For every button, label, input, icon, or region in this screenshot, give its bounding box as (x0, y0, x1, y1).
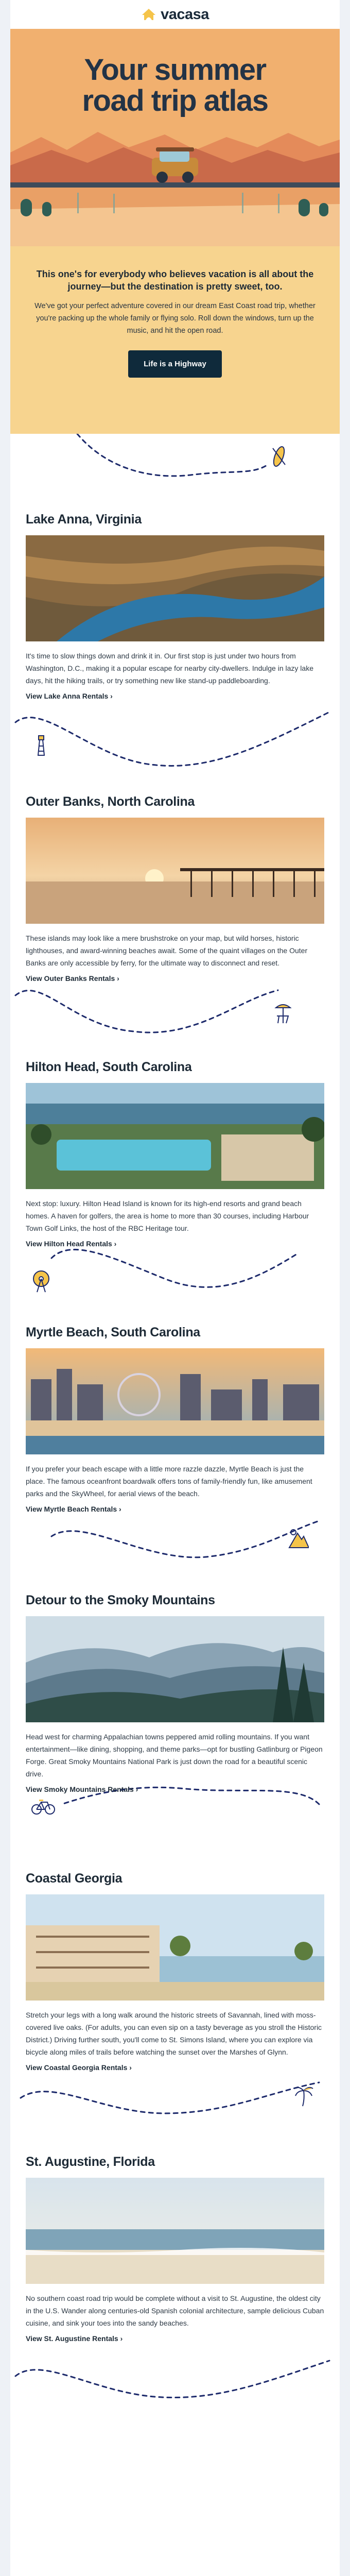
hero-title-line-2: road trip atlas (82, 84, 268, 117)
section-body: Stretch your legs with a long walk around the historic streets of Savannah, lined with moss-covered live oaks. (For adults, you can even sip on a tasty beverage as you stroll the Historic District.) Driving further south, you'll come to St. Simons Island, where you can explore via bicycle along miles of trails before watching the sunset over the Marshes of Glynn. (26, 2011, 322, 2056)
section-title: Lake Anna, Virginia (26, 512, 142, 527)
section-title: Coastal Georgia (26, 1871, 122, 1886)
section-title: Detour to the Smoky Mountains (26, 1593, 215, 1607)
myrtle-beach-photo[interactable] (26, 1348, 324, 1454)
section-body: If you prefer your beach escape with a little more razzle dazzle, Myrtle Beach is just the place. The famous oceanfront boardwalk offers tons of family-friendly fun, like amusement parks and the SkyWheel, for aerial views of the beach. (26, 1465, 312, 1498)
mountain-icon (288, 1526, 309, 1551)
myrtle-beach-rentals-link[interactable]: View Myrtle Beach Rentals › (26, 1505, 121, 1513)
section-body: Next stop: luxury. Hilton Head Island is known for its high-end resorts and grand beach homes. A haven for golfers, the area is home to more than 30 courses, including Harbour Town Golf Links, the host of the RBC Heritage tour. (26, 1199, 309, 1232)
section-title: St. Augustine, Florida (26, 2155, 155, 2169)
section-body: Head west for charming Appalachian towns peppered amid rolling mountains. If you want entertainment—like dining, shopping, and theme parks—opt for bustling Gatlinburg or Pigeon Forge. Great Smoky Mountains National Park is just down the road for a beautiful scenic drive. (26, 1733, 323, 1778)
logo-bar (10, 0, 340, 29)
palm-tree-icon (293, 2082, 314, 2107)
smoky-mountains-photo[interactable] (26, 1616, 324, 1722)
hilton-head-rentals-link[interactable]: View Hilton Head Rentals › (26, 1240, 117, 1248)
section-smoky-mountains (26, 1593, 324, 1793)
smoky-mountains-rentals-link[interactable]: View Smoky Mountains Rentals › (26, 1785, 138, 1793)
road-trip-content (10, 434, 340, 2576)
bicycle-icon (31, 1794, 56, 1819)
section-body: No southern coast road trip would be complete without a visit to St. Augustine, the oldest city in the U.S. Wander along centuries-old Spanish colonial architecture, sample delicious Cuban cuisine, and sink your toes into the sandy beaches. (26, 2294, 324, 2327)
section-coastal-georgia (26, 1871, 324, 2072)
coastal-georgia-photo[interactable] (26, 1894, 324, 2001)
section-outer-banks (26, 794, 324, 982)
intro-block (10, 246, 340, 434)
hero-road-trip-illustration (10, 122, 340, 246)
section-myrtle-beach (26, 1325, 324, 1513)
intro-lead: This one's for everybody who believes vacation is all about the journey—but the destination is pretty sweet, too. (36, 269, 314, 292)
section-body: These islands may look like a mere brushstroke on your map, but wild horses, historic lighthouses, and award-winning beaches await. Some of the quaint villages on the Outer Banks are only accessible by ferry, for the ultimate way to disconnect and reset. (26, 934, 308, 967)
st-augustine-rentals-link[interactable]: View St. Augustine Rentals › (26, 2334, 123, 2343)
hero-title-line-1: Your summer (84, 53, 266, 87)
section-body: It's time to slow things down and drink it in. Our first stop is just under two hours from Washington, D.C., making it a popular escape for nearby city-dwellers. Indulge in lazy lake days, hit the hiking trails, or try something new like stand-up paddleboarding. (26, 652, 313, 685)
beach-chair-icon (273, 1001, 293, 1025)
coastal-georgia-rentals-link[interactable]: View Coastal Georgia Rentals › (26, 2063, 132, 2072)
life-is-a-highway-button[interactable]: Life is a Highway (128, 350, 222, 378)
hero-banner (10, 29, 340, 246)
brand-name[interactable]: vacasa (161, 6, 209, 23)
hero-title (10, 55, 340, 116)
section-hilton-head (26, 1060, 324, 1248)
st-augustine-photo[interactable] (26, 2178, 324, 2284)
lake-anna-rentals-link[interactable]: View Lake Anna Rentals › (26, 692, 113, 700)
outer-banks-rentals-link[interactable]: View Outer Banks Rentals › (26, 974, 119, 982)
intro-body: We've got your perfect adventure covered in our dream East Coast road trip, whether you're packing up the whole family or flying solo. Roll down the windows, turn up the music, and hit the open road. (34, 302, 316, 335)
vacasa-logo-icon (141, 8, 156, 21)
section-st-augustine (26, 2155, 324, 2343)
outer-banks-photo[interactable] (26, 818, 324, 924)
lake-anna-photo[interactable] (26, 535, 324, 641)
hilton-head-photo[interactable] (26, 1083, 324, 1189)
section-title: Hilton Head, South Carolina (26, 1060, 192, 1074)
section-title: Myrtle Beach, South Carolina (26, 1325, 200, 1340)
lighthouse-icon (31, 733, 51, 757)
section-lake-anna (26, 512, 324, 700)
paddleboard-icon (269, 444, 289, 469)
ferris-wheel-icon (31, 1268, 51, 1293)
section-title: Outer Banks, North Carolina (26, 794, 195, 809)
